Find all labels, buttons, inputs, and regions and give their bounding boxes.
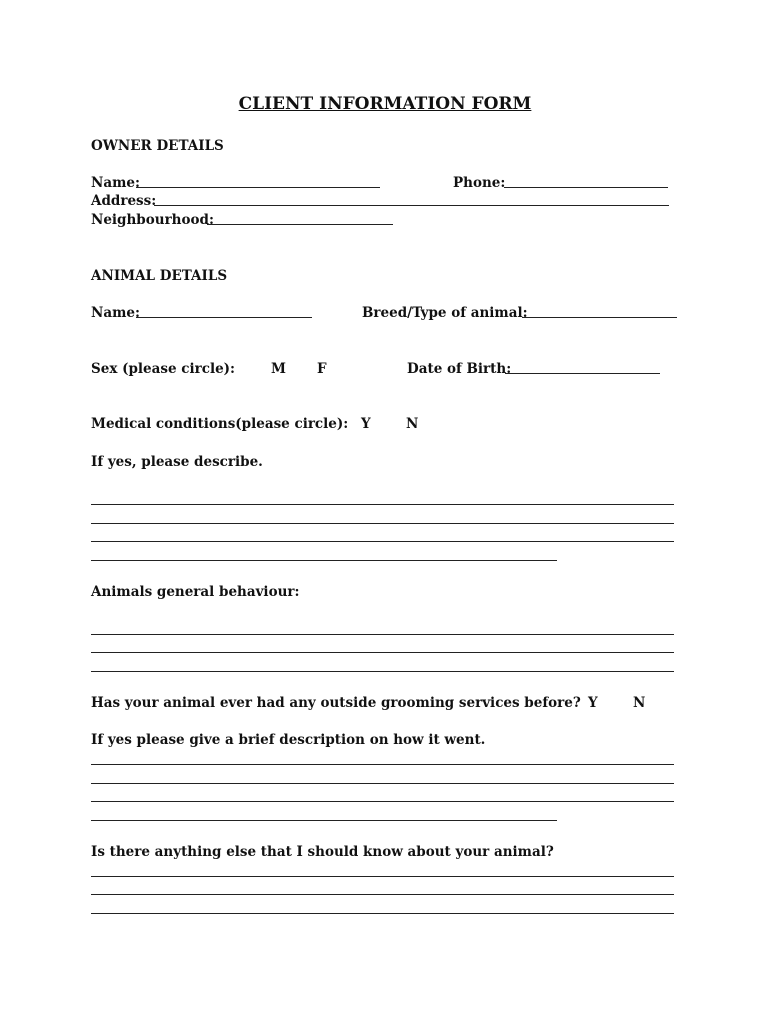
behaviour-line[interactable] [91, 671, 674, 672]
medical-conditions-label: Medical conditions(please circle): [91, 416, 349, 432]
grooming-option-n[interactable]: N [633, 695, 646, 711]
medical-option-n[interactable]: N [406, 416, 419, 432]
animal-dob-field[interactable] [505, 373, 660, 374]
grooming-option-y[interactable]: Y [588, 695, 598, 711]
anything-else-question: Is there anything else that I should know about your animal? [91, 844, 554, 860]
animal-name-label: Name: [91, 305, 140, 321]
medical-option-y[interactable]: Y [361, 416, 371, 432]
behaviour-line[interactable] [91, 634, 674, 635]
grooming-description-line[interactable] [91, 783, 674, 784]
anything-else-line[interactable] [91, 913, 674, 914]
owner-address-field[interactable] [154, 205, 669, 206]
grooming-description-line[interactable] [91, 801, 674, 802]
animal-dob-label: Date of Birth: [407, 361, 512, 377]
animal-breed-label: Breed/Type of animal: [362, 305, 528, 321]
owner-details-heading: OWNER DETAILS [91, 138, 224, 154]
behaviour-line[interactable] [91, 652, 674, 653]
grooming-question: Has your animal ever had any outside grooming services before? [91, 695, 581, 711]
animal-sex-label: Sex (please circle): [91, 361, 236, 377]
medical-describe-prompt: If yes, please describe. [91, 454, 263, 470]
behaviour-label: Animals general behaviour: [91, 584, 300, 600]
owner-neighbourhood-label: Neighbourhood: [91, 212, 214, 228]
sex-option-m[interactable]: M [271, 361, 286, 377]
anything-else-line[interactable] [91, 876, 674, 877]
sex-option-f[interactable]: F [317, 361, 327, 377]
owner-phone-label: Phone: [453, 175, 506, 191]
medical-description-line[interactable] [91, 504, 674, 505]
anything-else-line[interactable] [91, 894, 674, 895]
owner-phone-field[interactable] [504, 187, 668, 188]
medical-description-line[interactable] [91, 541, 674, 542]
owner-address-label: Address: [91, 193, 157, 209]
grooming-describe-prompt: If yes please give a brief description on how it went. [91, 732, 486, 748]
grooming-description-line[interactable] [91, 764, 674, 765]
animal-details-heading: ANIMAL DETAILS [91, 268, 228, 284]
animal-name-field[interactable] [136, 317, 312, 318]
grooming-description-line[interactable] [91, 820, 557, 821]
form-title: CLIENT INFORMATION FORM [238, 94, 532, 114]
medical-description-line[interactable] [91, 560, 557, 561]
medical-description-line[interactable] [91, 523, 674, 524]
animal-breed-field[interactable] [522, 317, 677, 318]
owner-name-label: Name: [91, 175, 140, 191]
owner-neighbourhood-field[interactable] [207, 224, 393, 225]
owner-name-field[interactable] [136, 187, 380, 188]
